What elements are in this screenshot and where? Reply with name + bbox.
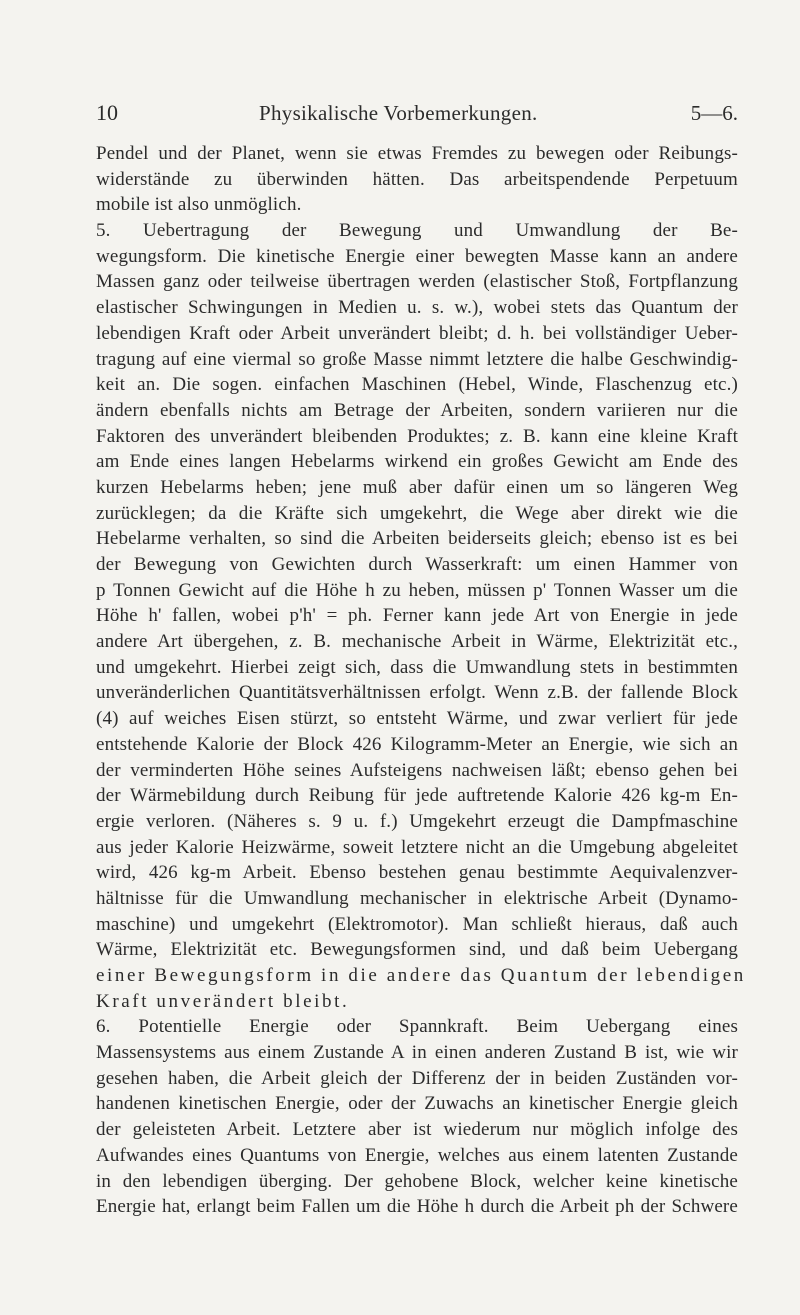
text-line: der geleisteten Arbeit. Letztere aber ist wiederum nur möglich infolge des xyxy=(96,1119,738,1141)
section-heading-5: 5. Uebertragung der Bewegung und Umwandlung der Be- xyxy=(96,220,738,242)
text-line: in den lebendigen überging. Der gehobene Block, welcher keine kinetische xyxy=(96,1170,738,1192)
text-line: entstehende Kalorie der Block 426 Kilogramm-Meter an Energie, wie sich an xyxy=(96,733,738,755)
text-line: aus jeder Kalorie Heizwärme, soweit letztere nicht an die Umgebung abgeleitet xyxy=(96,836,738,858)
text-line: mobile ist also unmöglich. xyxy=(96,194,302,216)
text-line: Faktoren des unverändert bleibenden Produktes; z. B. kann eine kleine Kraft xyxy=(96,425,738,447)
body-text xyxy=(96,141,746,1220)
text-line: Hebelarme verhalten, so sind die Arbeiten beiderseits gleich; ebenso ist es bei xyxy=(96,528,738,550)
text-line: zurücklegen; da die Kräfte sich umgekehrt, die Wege aber direkt wie die xyxy=(96,502,738,524)
text-line: der Bewegung von Gewichten durch Wasserkraft: um einen Hammer von xyxy=(96,554,738,575)
text-line: p Tonnen Gewicht auf die Höhe h zu heben, müssen p' Tonnen Wasser um die xyxy=(96,579,738,601)
text-line: Wärme, Elektrizität etc. Bewegungsformen sind, und daß beim Uebergang xyxy=(96,939,738,961)
page-number: 10 xyxy=(96,100,118,125)
text-line: keit an. Die sogen. einfachen Maschinen (Hebel, Winde, Flaschenzug etc.) xyxy=(96,374,738,396)
text-line: am Ende eines langen Hebelarms wirkend ein großes Gewicht am Ende des xyxy=(96,451,738,473)
section-heading-6: 6. Potentielle Energie oder Spannkraft. Beim Uebergang eines xyxy=(96,1016,738,1038)
text-line: hältnisse für die Umwandlung mechanischer in elektrische Arbeit (Dynamo- xyxy=(96,887,738,909)
running-title: Physikalische Vorbemerkungen. xyxy=(259,101,538,125)
text-line: unveränderlichen Quantitätsverhältnissen erfolgt. Wenn z.B. der fallende Block xyxy=(96,682,738,704)
text-line: ergie verloren. (Näheres s. 9 u. f.) Umgekehrt erzeugt die Dampfmaschine xyxy=(96,810,738,832)
section-range: 5—6. xyxy=(690,101,738,125)
text-line: widerstände zu überwinden hätten. Das arbeitspendende Perpetuum xyxy=(96,168,738,190)
text-line: tragung auf eine viermal so große Masse nimmt letztere die halbe Geschwindig- xyxy=(96,348,738,370)
text-line: Massensystems aus einem Zustande A in einen anderen Zustand B ist, wie wir xyxy=(96,1042,738,1064)
text-line: Massen ganz oder teilweise übertragen werden (elastischer Stoß, Fortpflanzung xyxy=(96,271,738,293)
text-line: elastischer Schwingungen in Medien u. s. w.), wobei stets das Quantum der xyxy=(96,297,738,319)
text-line: kurzen Hebelarms heben; jene muß aber dafür einen um so längeren Weg xyxy=(96,476,738,498)
text-line: Kraft unverändert bleibt. xyxy=(96,990,350,1012)
text-line: (4) auf weiches Eisen stürzt, so entsteht Wärme, und zwar verliert für jede xyxy=(96,708,738,730)
text-line: handenen kinetischen Energie, oder der Zuwachs an kinetischer Energie gleich xyxy=(96,1093,738,1115)
text-line: gesehen haben, die Arbeit gleich der Differenz der in beiden Zuständen vor- xyxy=(96,1067,738,1089)
text-line: wegungsform. Die kinetische Energie einer bewegten Masse kann an andere xyxy=(96,245,738,267)
text-line: Pendel und der Planet, wenn sie etwas Fremdes zu bewegen oder Reibungs- xyxy=(96,143,738,164)
text-line: der verminderten Höhe seines Aufsteigens nachweisen läßt; ebenso gehen bei xyxy=(96,759,738,781)
text-line: andere Art übergehen, z. B. mechanische Arbeit in Wärme, Elektrizität etc., xyxy=(96,631,738,653)
text-line: Höhe h' fallen, wobei p'h' = ph. Ferner kann jede Art von Energie in jede xyxy=(96,605,738,627)
text-line: ändern ebenfalls nichts am Betrage der Arbeiten, sondern variieren nur die xyxy=(96,399,738,421)
page-header xyxy=(96,98,738,128)
text-line: einer Bewegungsform in die andere das Quantum der lebendigen xyxy=(96,965,746,986)
text-line: der Wärmebildung durch Reibung für jede auftretende Kalorie 426 kg-m En- xyxy=(96,785,738,807)
text-line: Aufwandes eines Quantums von Energie, welches aus einem latenten Zustande xyxy=(96,1144,738,1166)
text-line: und umgekehrt. Hierbei zeigt sich, dass die Umwandlung stets in bestimmten xyxy=(96,656,738,678)
text-line: wird, 426 kg-m Arbeit. Ebenso bestehen genau bestimmte Aequivalenzver- xyxy=(96,862,738,884)
text-line: Energie hat, erlangt beim Fallen um die Höhe h durch die Arbeit ph der Schwere xyxy=(96,1196,738,1218)
text-line: maschine) und umgekehrt (Elektromotor). Man schließt hieraus, daß auch xyxy=(96,913,738,935)
text-line: lebendigen Kraft oder Arbeit unverändert bleibt; d. h. bei vollständiger Ueber- xyxy=(96,322,738,344)
